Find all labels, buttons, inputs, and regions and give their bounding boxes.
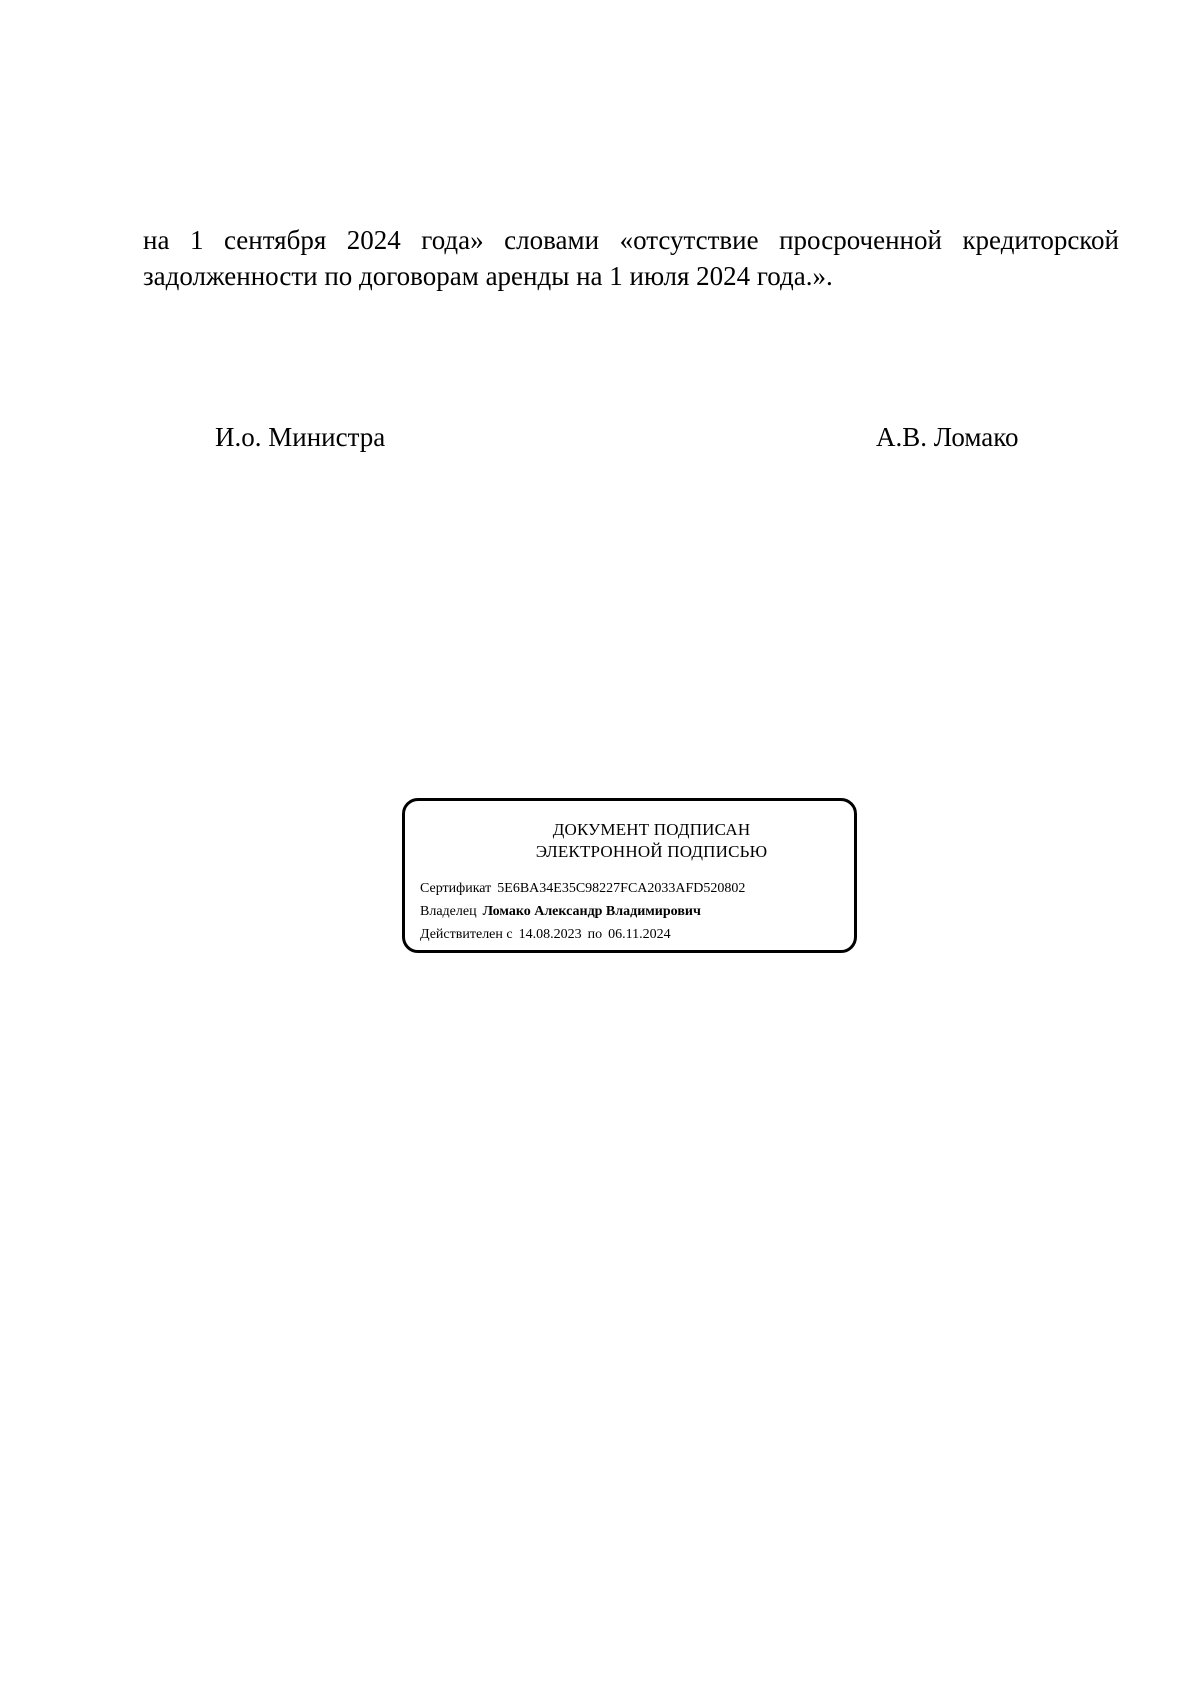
valid-from: 14.08.2023 [518, 927, 582, 942]
signer-name: А.В. Ломако [876, 422, 1019, 452]
stamp-heading-line: ЭЛЕКТРОННОЙ ПОДПИСЬЮ [535, 842, 768, 861]
stamp-validity-line [420, 926, 671, 944]
valid-to: 06.11.2024 [608, 927, 671, 942]
owner-label: Владелец [420, 904, 477, 919]
electronic-signature-stamp [402, 798, 857, 953]
owner-value: Ломако Александр Владимирович [482, 904, 701, 919]
stamp-owner-line [420, 903, 701, 921]
valid-label: Действителен с [420, 927, 513, 942]
signer-title: И.о. Министра [215, 422, 386, 452]
document-body-text [143, 222, 1119, 294]
valid-to-label: по [587, 927, 603, 942]
stamp-certificate-line [420, 880, 745, 898]
stamp-heading-line: ДОКУМЕНТ ПОДПИСАН [552, 820, 751, 839]
body-text-line: на 1 сентября 2024 года» словами «отсутствие просроченной кредиторской [143, 225, 1119, 255]
certificate-value: 5E6BA34E35C98227FCA2033AFD520802 [497, 881, 746, 896]
body-text-line: задолженности по договорам аренды на 1 июля 2024 года.». [143, 261, 833, 291]
certificate-label: Сертификат [420, 881, 492, 896]
